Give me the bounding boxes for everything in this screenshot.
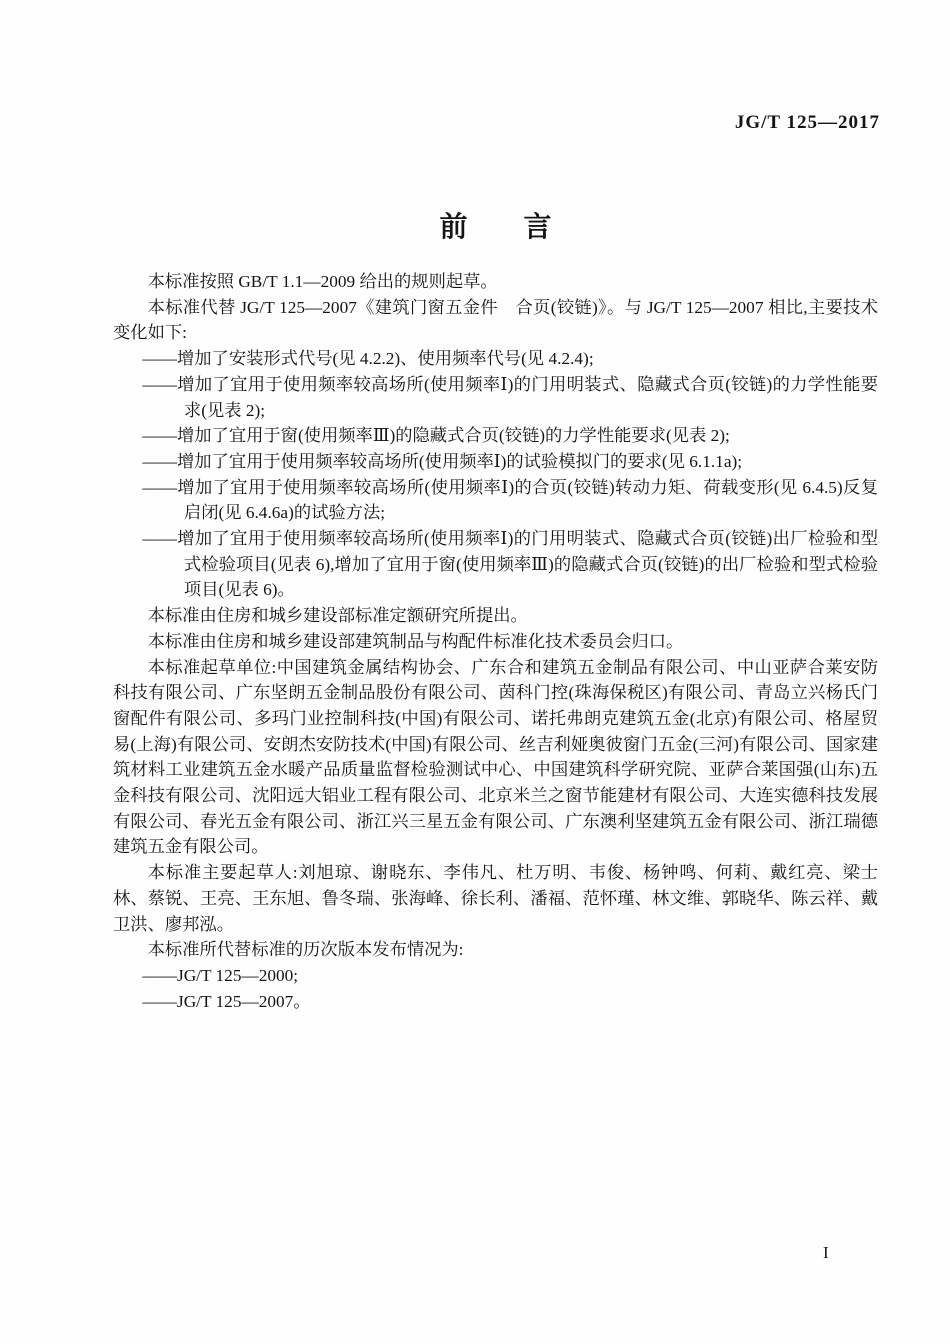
paragraph: 本标准由住房和城乡建设部标准定额研究所提出。 [147, 606, 528, 626]
change-item: ——增加了宜用于使用频率较高场所(使用频率Ⅰ)的门用明装式、隐藏式合页(铰链)的力学性能要求(见表 2); [142, 374, 878, 420]
change-item: ——增加了宜用于使用频率较高场所(使用频率Ⅰ)的试验模拟门的要求(见 6.1.1a); [142, 451, 743, 471]
standard-code-header: JG/T 125—2017 [734, 112, 880, 133]
paragraph: 本标准由住房和城乡建设部建筑制品与构配件标准化技术委员会归口。 [147, 631, 684, 651]
previous-edition-item: ——JG/T 125—2000; [142, 965, 299, 985]
paragraph: 本标准主要起草人:刘旭琼、谢晓东、李伟凡、杜万明、韦俊、杨钟鸣、何莉、戴红亮、梁士林、蔡锐、王亮、王东旭、鲁冬瑞、张海峰、徐长利、潘福、范怀瑾、林文维、郭晓华、陈云祥、戴卫洪、廖邦泓。 [113, 863, 878, 934]
paragraph: 本标准起草单位:中国建筑金属结构协会、广东合和建筑五金制品有限公司、中山亚萨合莱安防科技有限公司、广东坚朗五金制品股份有限公司、茵科门控(珠海保税区)有限公司、青岛立兴杨氏门窗配件有限公司、多玛门业控制科技(中国)有限公司、诺托弗朗克建筑五金(北京)有限公司、格屋贸易(上海)有限公司、安朗杰安防技术(中国)有限公司、丝吉利娅奥彼窗门五金(三河)有限公司、国家建筑材料工业建筑五金水暖产品质量监督检验测试中心、中国建筑科学研究院、亚萨合莱国强(山东)五金科技有限公司、沈阳远大铝业工程有限公司、北京米兰之窗节能建材有限公司、大连实德科技发展有限公司、春光五金有限公司、浙江兴三星五金有限公司、广东澳利坚建筑五金有限公司、浙江瑞德建筑五金有限公司。 [113, 657, 878, 857]
paragraph: 本标准按照 GB/T 1.1—2009 给出的规则起草。 [147, 272, 498, 291]
change-item: ——增加了宜用于使用频率较高场所(使用频率Ⅰ)的合页(铰链)转动力矩、荷载变形(见 6.4.5)反复启闭(见 6.4.6a)的试验方法; [142, 477, 878, 523]
change-item: ——增加了安装形式代号(见 4.2.2)、使用频率代号(见 4.2.4); [142, 349, 594, 369]
change-item: ——增加了宜用于窗(使用频率Ⅲ)的隐藏式合页(铰链)的力学性能要求(见表 2); [142, 426, 730, 446]
previous-edition-item: ——JG/T 125—2007。 [142, 991, 311, 1011]
paragraph: 本标准代替 JG/T 125—2007《建筑门窗五金件 合页(铰链)》。与 JG/T 125—2007 相比,主要技术变化如下: [113, 297, 878, 343]
foreword-body [113, 269, 878, 1014]
page-number: I [823, 1243, 830, 1262]
page-title: 前 言 [439, 211, 566, 243]
change-item: ——增加了宜用于使用频率较高场所(使用频率Ⅰ)的门用明装式、隐藏式合页(铰链)出厂检验和型式检验项目(见表 6),增加了宜用于窗(使用频率Ⅲ)的隐藏式合页(铰链)的出厂检验和型式检验项目(见表 6)。 [142, 529, 878, 600]
paragraph: 本标准所代替标准的历次版本发布情况为: [147, 940, 464, 960]
